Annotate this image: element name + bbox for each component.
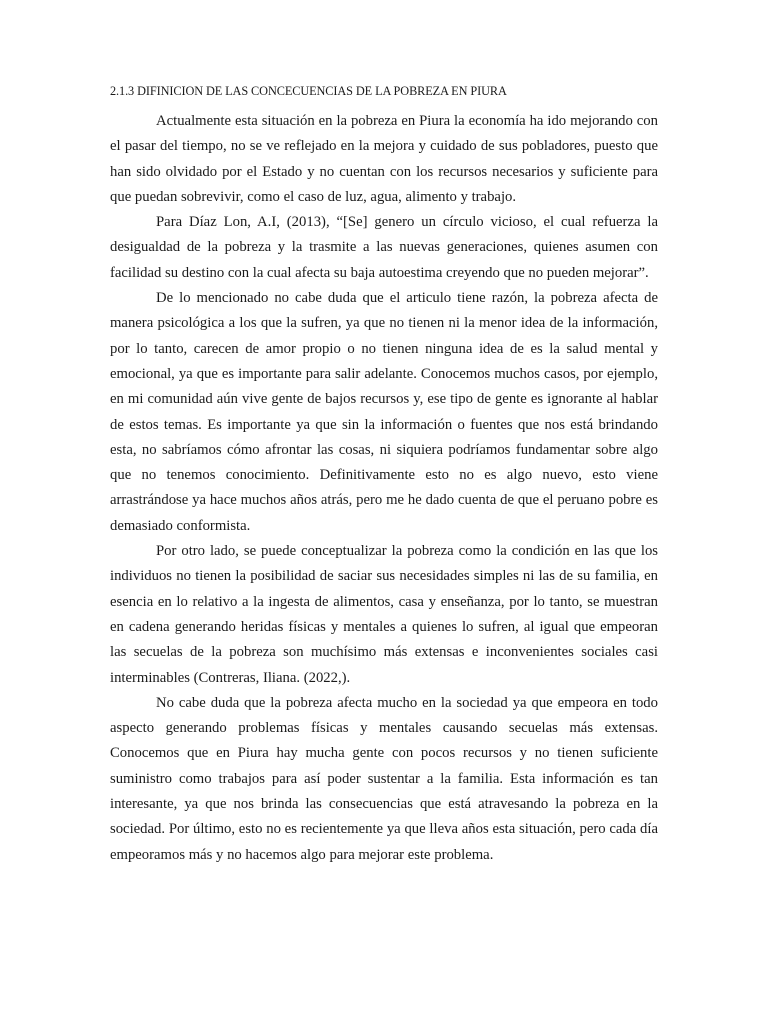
paragraph-1: Actualmente esta situación en la pobreza en Piura la economía ha ido mejorando con el pasar del tiempo, no se ve reflejado en la mejora y cuidado de sus pobladores, puesto que han sido olvidado por el Estado y no cuentan con los recursos necesarios y suficiente para que puedan sobrevivir, como el caso de luz, agua, alimento y trabajo. xyxy=(110,113,658,205)
paragraph-5: No cabe duda que la pobreza afecta mucho en la sociedad ya que empeora en todo aspecto generando problemas físicas y mentales causando secuelas más extensas. Conocemos que en Piura hay mucha gente con pocos recursos y no tienen suficiente suministro como trabajos para así poder sustentar a la familia. Esta información es tan interesante, ya que nos brinda las consecuencias que está atravesando la pobreza en la sociedad. Por último, esto no es recientemente ya que lleva años esta situación, pero cada día empeoramos más y no hacemos algo para mejorar este problema. xyxy=(110,694,658,863)
section-heading: 2.1.3 DIFINICION DE LAS CONCECUENCIAS DE LA POBREZA EN PIURA xyxy=(110,84,507,98)
paragraph-2: Para Díaz Lon, A.I, (2013), “[Se] genero un círculo vicioso, el cual refuerza la desigualdad de la pobreza y la trasmite a las nuevas generaciones, quienes asumen con facilidad su destino con la cual afecta su baja autoestima creyendo que no pueden mejorar”. xyxy=(110,214,658,281)
paragraph-3: De lo mencionado no cabe duda que el articulo tiene razón, la pobreza afecta de manera psicológica a los que la sufren, ya que no tienen ni la menor idea de la información, por lo tanto, carecen de amor propio o no tienen ninguna idea de es la salud mental y emocional, ya que es importante para salir adelante. Conocemos muchos casos, por ejemplo, en mi comunidad aún vive gente de bajos recursos y, ese tipo de gente es ignorante al hablar de estos temas. Es importante ya que sin la información o fuentes que nos está brindando esta, no sabríamos cómo afrontar las cosas, ni siquiera podríamos fundamentar sobre algo que no tenemos conocimiento. Definitivamente esto no es algo nuevo, esto viene arrastrándose ya hace muchos años atrás, pero me he dado cuenta de que el peruano pobre es demasiado conformista. xyxy=(110,290,658,534)
document-body xyxy=(110,82,658,868)
paragraph-4: Por otro lado, se puede conceptualizar la pobreza como la condición en las que los individuos no tienen la posibilidad de saciar sus necesidades simples ni las de su familia, en esencia en lo relativo a la ingesta de alimentos, casa y enseñanza, por lo tanto, se muestran en cadena generando heridas físicas y mentales a quienes lo sufren, al igual que empeoran las secuelas de la pobreza son muchísimo más extensas e inconvenientes sociales casi interminables (Contreras, Iliana. (2022,). xyxy=(110,543,658,686)
